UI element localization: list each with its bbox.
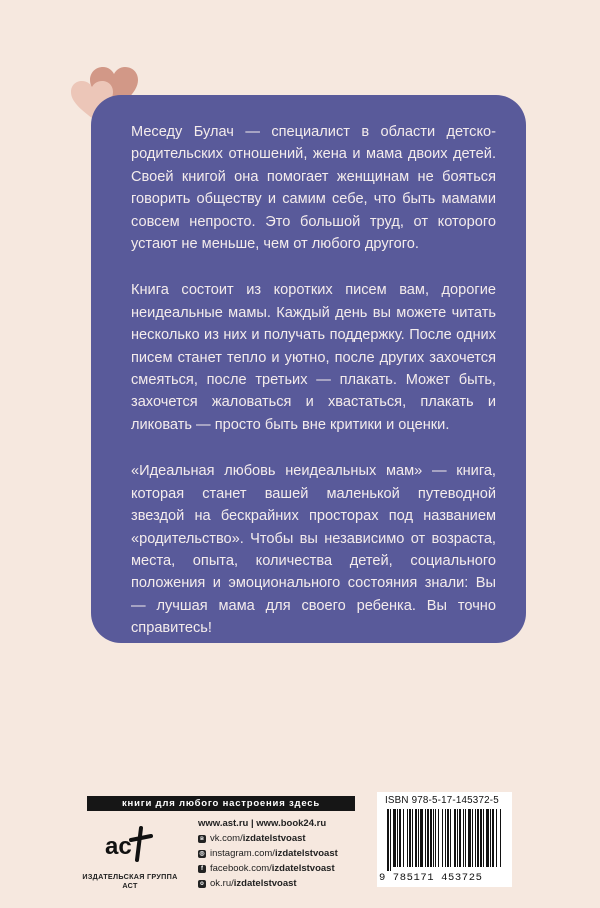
social-prefix: instagram.com/ xyxy=(210,848,275,859)
barcode-bar xyxy=(393,809,396,867)
social-handle: izdatelstvoast xyxy=(274,848,338,859)
back-cover-footer xyxy=(0,790,600,908)
social-handle: izdatelstvoast xyxy=(242,833,306,844)
barcode-bar xyxy=(442,809,443,867)
barcode-bar xyxy=(412,809,413,867)
barcode-bar xyxy=(483,809,484,867)
barcode-bar xyxy=(407,809,408,867)
barcode-bar xyxy=(445,809,446,867)
barcode-bar xyxy=(409,809,411,867)
barcode-bar xyxy=(447,809,449,867)
barcode-bar xyxy=(486,809,489,867)
ok-icon: о xyxy=(198,880,206,888)
isbn-barcode-block xyxy=(377,792,512,887)
social-link-facebook[interactable] xyxy=(198,861,338,876)
facebook-icon: f xyxy=(198,865,206,873)
barcode-bar xyxy=(420,809,423,867)
social-prefix: facebook.com/ xyxy=(210,863,272,874)
social-link-ok[interactable] xyxy=(198,876,338,891)
social-handle: izdatelstvoast xyxy=(271,863,335,874)
barcode-bar xyxy=(457,809,458,867)
barcode-bar xyxy=(430,809,432,867)
barcode-bar xyxy=(496,809,497,867)
barcode-bar xyxy=(418,809,419,867)
barcode-bar xyxy=(480,809,482,867)
barcode-bar xyxy=(450,809,451,867)
publisher-links xyxy=(198,816,338,891)
barcode-bar xyxy=(472,809,473,867)
barcode-bar xyxy=(433,809,434,867)
barcode-bar xyxy=(500,809,501,867)
barcode-bar xyxy=(425,809,426,867)
barcode-bar xyxy=(463,809,464,867)
publisher-tagline: книги для любого настроения здесь xyxy=(87,796,355,811)
blurb-paragraph-2: Книга состоит из коротких писем вам, дорогие неидеальные мамы. Каждый день вы можете читать несколько из них и получать поддержку. После одних писем станет тепло и уютно, после других захочется смеяться, после третьих — плакать. Может быть, захочется жаловаться и хвастаться, плакать и ликовать — просто быть вне критики и оценки. xyxy=(131,282,496,433)
social-prefix: vk.com/ xyxy=(210,833,243,844)
barcode-bar xyxy=(492,809,494,867)
logo-letters: ac xyxy=(105,833,132,860)
blurb-paragraph-1: Меседу Булач — специалист в области детско-родительских отношений, жена и мама двоих детей. Своей книгой она помогает женщинам не бояться говорить обществу и самим себе, что быть мамами совсем непросто. Это большой труд, от которого устают не меньше, чем от любого другого. xyxy=(131,124,496,253)
publisher-name: ИЗДАТЕЛЬСКАЯ ГРУППА АСТ xyxy=(82,872,178,890)
social-link-instagram[interactable] xyxy=(198,846,338,861)
blurb-card xyxy=(91,95,526,643)
barcode-bar xyxy=(397,809,398,867)
barcode-bar xyxy=(438,809,439,867)
barcode-bar xyxy=(415,809,417,867)
blurb-paragraph-3: «Идеальная любовь неидеальных мам» — книга, которая станет вашей маленькой путеводной звездой на бескрайних просторах под названием «родительство». Чтобы вы независимо от возраста, места, опыта, количества детей, социального положения и эмоционального состояния знали: Вы — лучшая мама для своего ребенка. Вы точно справитесь! xyxy=(131,463,496,637)
barcode-bar xyxy=(475,809,476,867)
social-handle: izdatelstvoast xyxy=(233,878,297,889)
barcode-digits: 9 785171 453725 xyxy=(379,872,483,884)
barcode-bar xyxy=(459,809,461,867)
barcode-bar xyxy=(427,809,429,867)
barcode-bar xyxy=(490,809,491,867)
barcode-bar xyxy=(399,809,401,867)
barcode-bar xyxy=(435,809,436,867)
barcode-bar xyxy=(390,809,391,871)
barcode-bar xyxy=(454,809,456,867)
barcode-bar xyxy=(403,809,404,867)
publisher-websites[interactable]: www.ast.ru | www.book24.ru xyxy=(198,818,327,829)
barcode-bar xyxy=(477,809,479,867)
ast-logo xyxy=(103,820,157,868)
isbn-label: ISBN 978-5-17-145372-5 xyxy=(385,795,499,806)
social-link-vk[interactable] xyxy=(198,831,338,846)
vk-icon: в xyxy=(198,835,206,843)
barcode-bar xyxy=(387,809,389,871)
barcode-bar xyxy=(465,809,466,867)
social-prefix: ok.ru/ xyxy=(210,878,234,889)
instagram-icon: ◎ xyxy=(199,850,205,857)
barcode xyxy=(385,809,503,871)
barcode-bar xyxy=(468,809,471,867)
